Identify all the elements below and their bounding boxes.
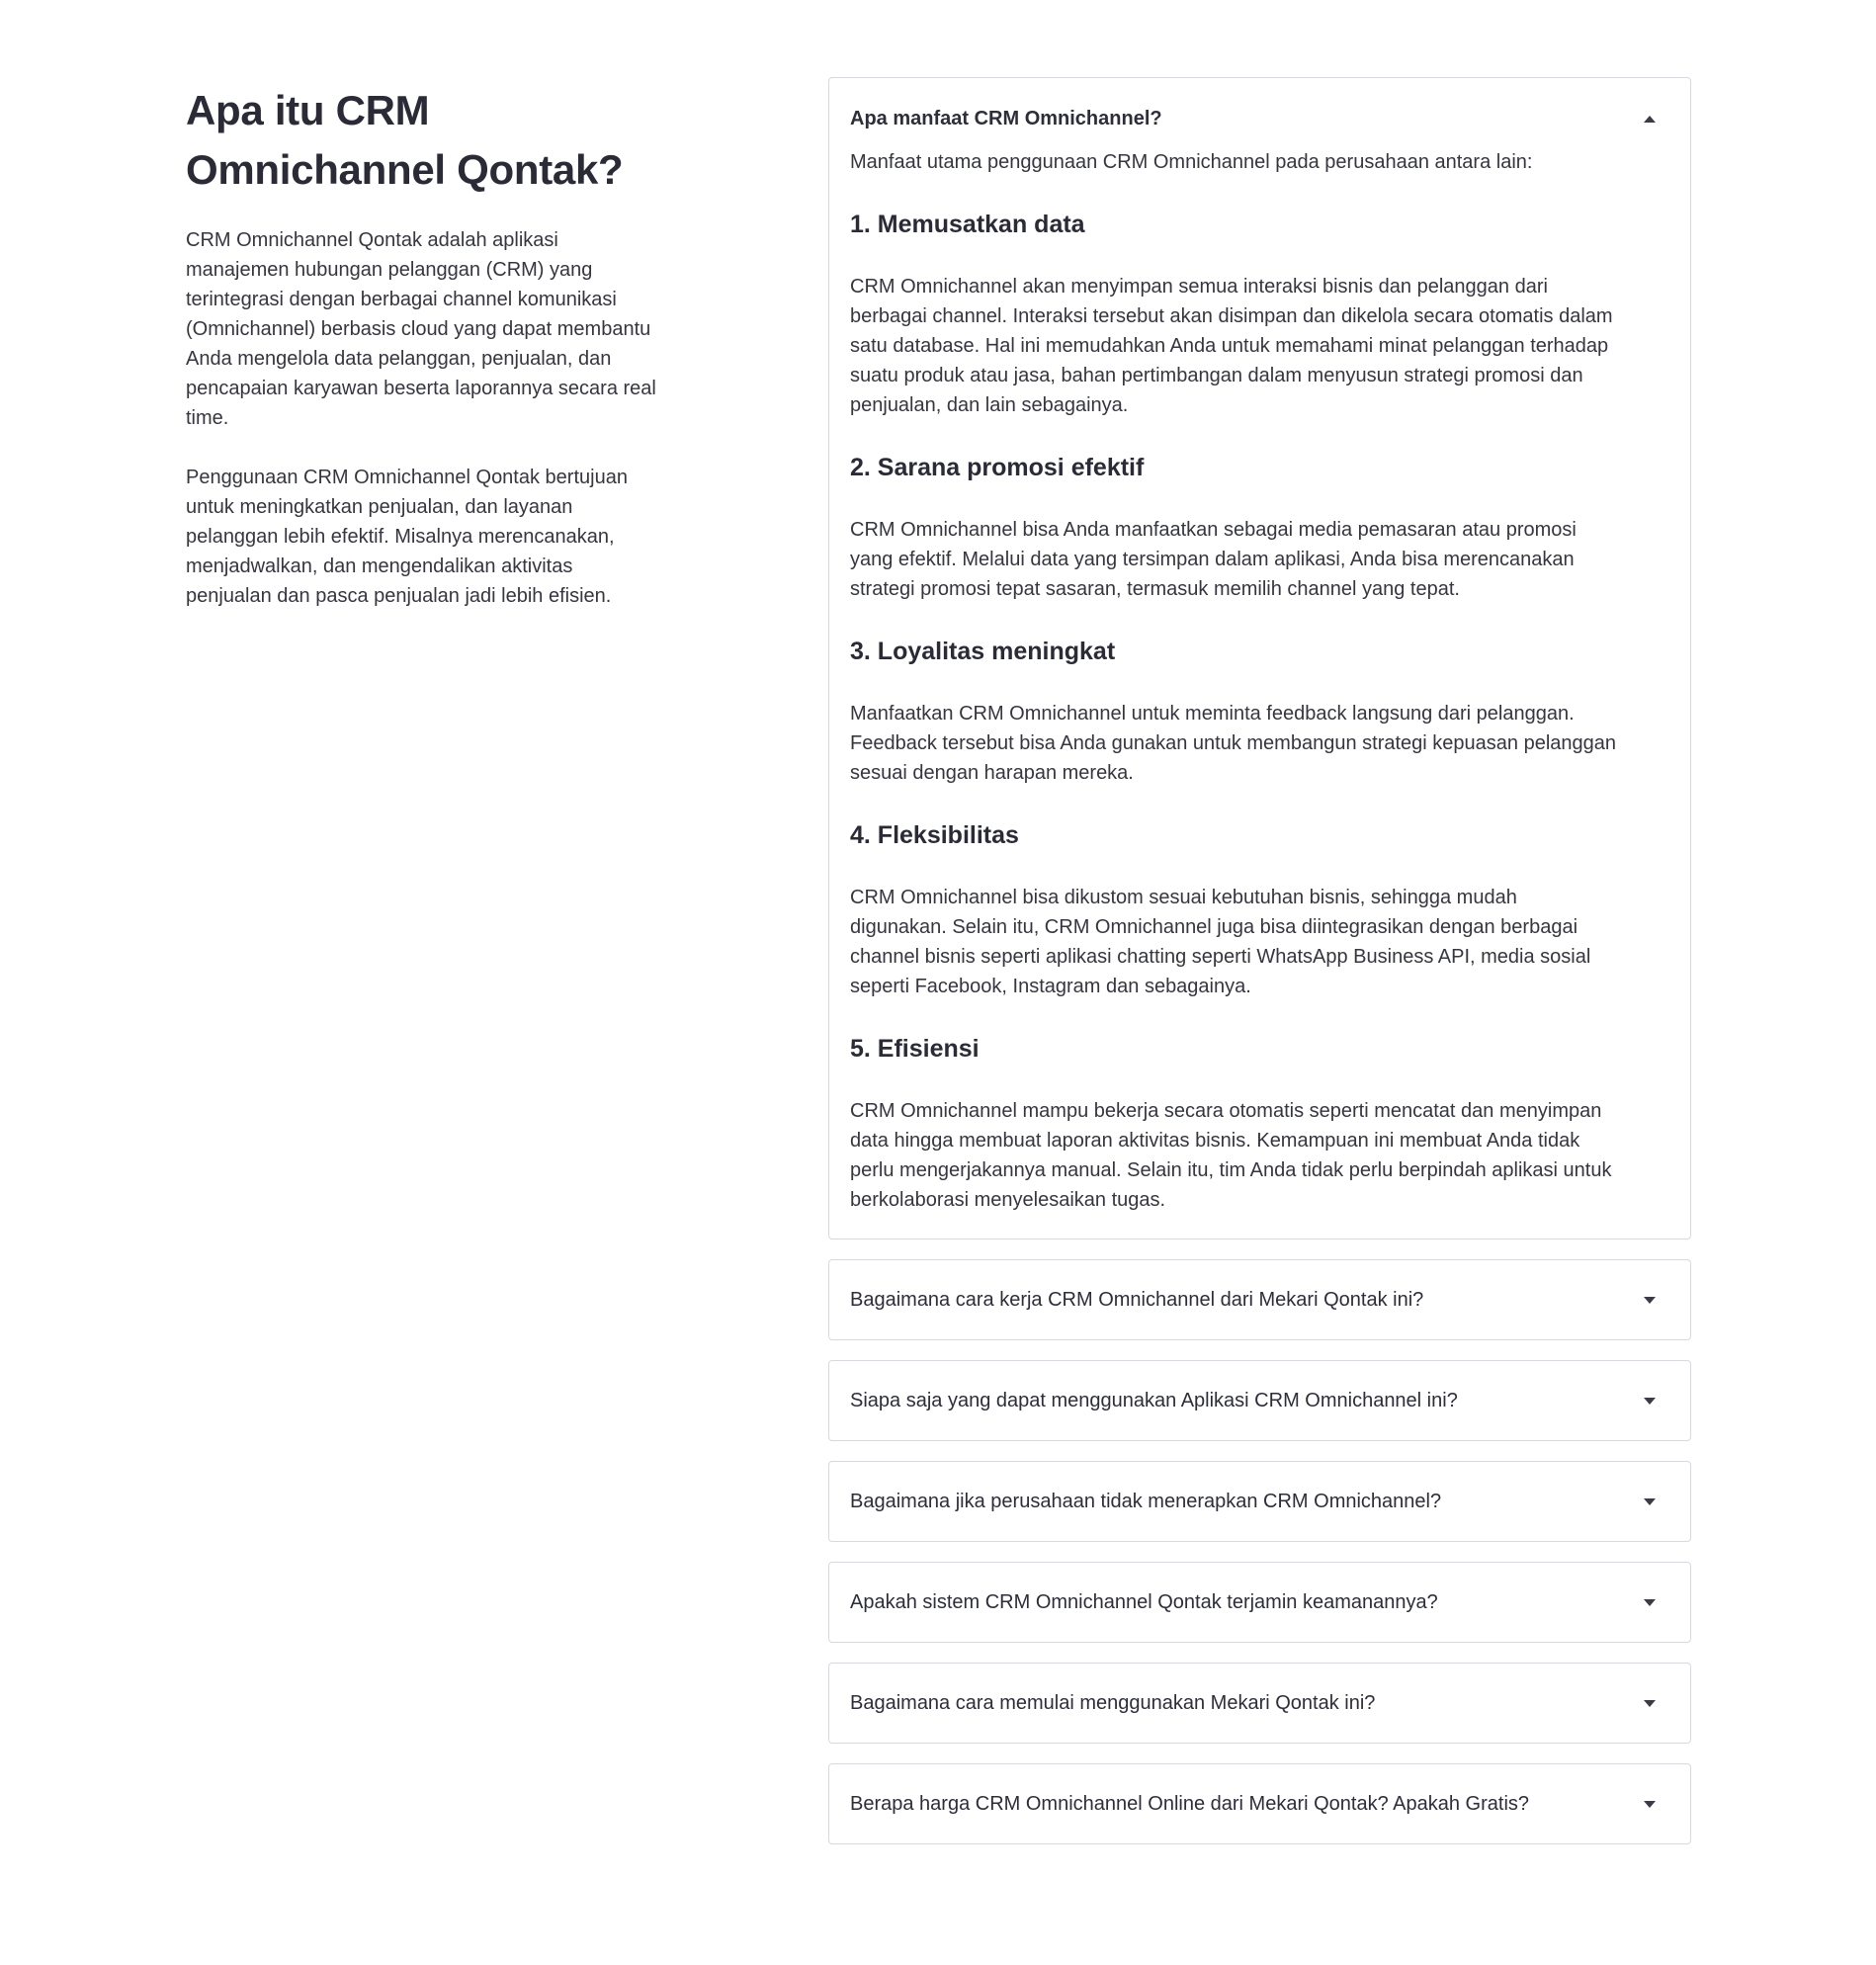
- chevron-down-icon: [1644, 1297, 1656, 1304]
- faq-toggle[interactable]: [829, 1361, 1690, 1440]
- benefit-title: 3. Loyalitas meningkat: [850, 638, 1116, 665]
- faq-question: Siapa saja yang dapat menggunakan Aplikasi CRM Omnichannel ini?: [850, 1389, 1458, 1411]
- faq-toggle[interactable]: [829, 1462, 1690, 1541]
- faq-question: Berapa harga CRM Omnichannel Online dari Mekari Qontak? Apakah Gratis?: [850, 1792, 1530, 1815]
- faq-toggle[interactable]: [829, 1260, 1690, 1339]
- intro-section: [186, 81, 660, 611]
- benefit-text: CRM Omnichannel mampu bekerja secara otomatis seperti mencatat dan menyimpan data hingga membuat laporan aktivitas bisnis. Kemampuan ini membuat Anda tidak perlu mengerjakannya manual. Selain itu, tim Anda tidak perlu berpindah aplikasi untuk berkolaborasi menyelesaikan tugas.: [850, 1100, 1612, 1211]
- benefit-text: CRM Omnichannel akan menyimpan semua interaksi bisnis dan pelanggan dari berbagai channel. Interaksi tersebut akan disimpan dan dikelola secara otomatis dalam satu database. Hal ini memudahkan Anda untuk memahami minat pelanggan terhadap suatu produk atau jasa, bahan pertimbangan dalam menyusun strategi promosi dan penjualan, dan lain sebagainya.: [850, 276, 1613, 416]
- benefit-title: 1. Memusatkan data: [850, 211, 1085, 238]
- faq-question: Bagaimana jika perusahaan tidak menerapkan CRM Omnichannel?: [850, 1490, 1442, 1512]
- chevron-down-icon: [1644, 1700, 1656, 1707]
- benefit-title: 5. Efisiensi: [850, 1035, 980, 1063]
- benefit-text: CRM Omnichannel bisa Anda manfaatkan sebagai media pemasaran atau promosi yang efektif. Melalui data yang tersimpan dalam aplikasi, Anda bisa merencanakan strategi promosi tepat sasaran, termasuk memilih channel yang tepat.: [850, 519, 1577, 600]
- faq-answer-intro: Manfaat utama penggunaan CRM Omnichannel pada perusahaan antara lain:: [850, 151, 1533, 173]
- faq-toggle[interactable]: [829, 1563, 1690, 1642]
- benefit-title: 2. Sarana promosi efektif: [850, 454, 1145, 481]
- intro-paragraph: CRM Omnichannel Qontak adalah aplikasi manajemen hubungan pelanggan (CRM) yang terintegrasi dengan berbagai channel komunikasi (Omnichannel) berbasis cloud yang dapat membantu Anda mengelola data pelanggan, penjualan, dan pencapaian karyawan beserta laporannya secara real time.: [186, 229, 656, 429]
- faq-toggle[interactable]: [829, 1764, 1690, 1843]
- faq-item: [828, 1461, 1691, 1542]
- benefit-title: 4. Fleksibilitas: [850, 821, 1019, 849]
- faq-question: Apa manfaat CRM Omnichannel?: [850, 107, 1162, 129]
- faq-accordion: [828, 77, 1691, 1864]
- faq-item: [828, 1562, 1691, 1643]
- faq-toggle[interactable]: [829, 1664, 1690, 1743]
- faq-item: [828, 1763, 1691, 1844]
- faq-question: Bagaimana cara kerja CRM Omnichannel dari Mekari Qontak ini?: [850, 1288, 1424, 1311]
- faq-item: [828, 1663, 1691, 1744]
- chevron-down-icon: [1644, 1801, 1656, 1808]
- faq-question: Bagaimana cara memulai menggunakan Mekari Qontak ini?: [850, 1691, 1376, 1714]
- chevron-down-icon: [1644, 1498, 1656, 1505]
- faq-item: [828, 1259, 1691, 1340]
- faq-item: [828, 1360, 1691, 1441]
- faq-item-benefits: [828, 77, 1691, 1239]
- chevron-down-icon: [1644, 1599, 1656, 1606]
- faq-answer: [829, 147, 1640, 1239]
- chevron-down-icon: [1644, 1398, 1656, 1405]
- intro-title: Apa itu CRM Omnichannel Qontak?: [186, 87, 624, 193]
- chevron-up-icon: [1644, 116, 1656, 123]
- benefit-text: CRM Omnichannel bisa dikustom sesuai kebutuhan bisnis, sehingga mudah digunakan. Selain itu, CRM Omnichannel juga bisa diintegrasikan dengan berbagai channel bisnis seperti aplikasi chatting seperti WhatsApp Business API, media sosial seperti Facebook, Instagram dan sebagainya.: [850, 887, 1591, 997]
- intro-paragraph: Penggunaan CRM Omnichannel Qontak bertujuan untuk meningkatkan penjualan, dan layanan pelanggan lebih efektif. Misalnya merencanakan, menjadwalkan, dan mengendalikan aktivitas penjualan dan pasca penjualan jadi lebih efisien.: [186, 467, 628, 607]
- benefit-text: Manfaatkan CRM Omnichannel untuk meminta feedback langsung dari pelanggan. Feedback tersebut bisa Anda gunakan untuk membangun strategi kepuasan pelanggan sesuai dengan harapan mereka.: [850, 703, 1616, 784]
- faq-question: Apakah sistem CRM Omnichannel Qontak terjamin keamanannya?: [850, 1590, 1438, 1613]
- faq-toggle-benefits[interactable]: [829, 78, 1690, 157]
